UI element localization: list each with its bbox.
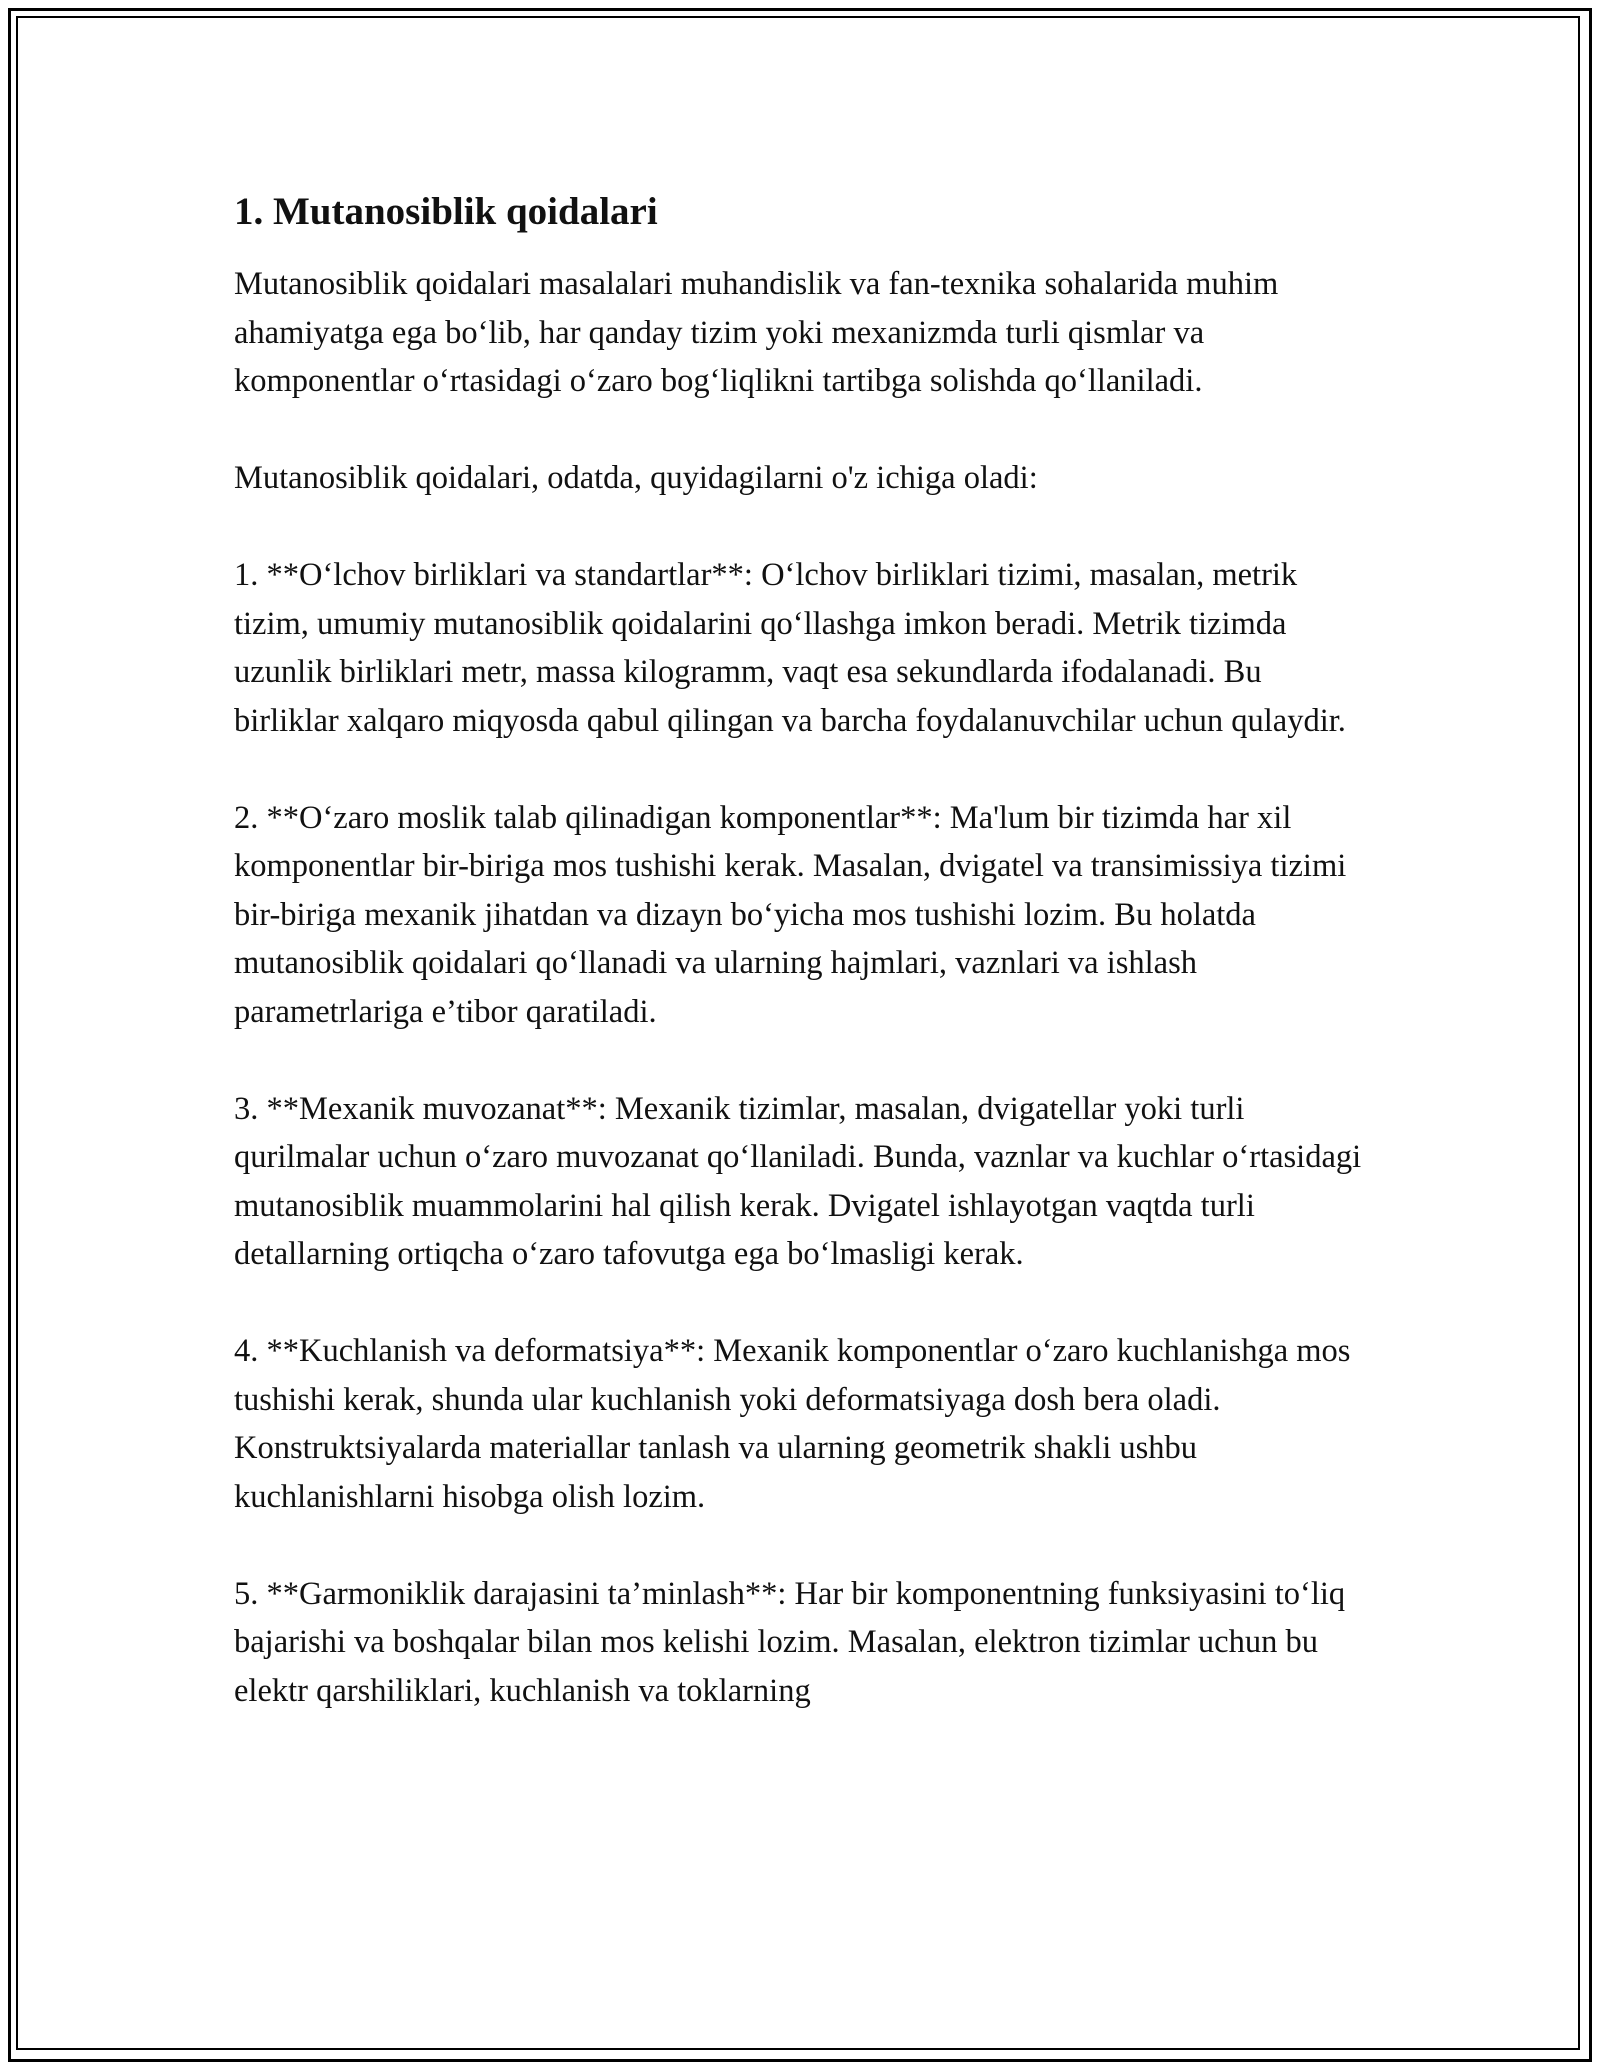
document-body: [234, 186, 1364, 1764]
section-heading: 1. Mutanosiblik qoidalari: [234, 190, 658, 233]
list-item-1: 1. **O‘lchov birliklari va standartlar**: O‘lchov birliklari tizimi, masalan, metrik tizim, umumiy mutanosiblik qoidalarini qo‘llashga imkon beradi. Metrik tizimda uzunlik birliklari metr, massa kilogramm, vaqt esa sekundlarda ifodalanadi. Bu birliklar xalqaro miqyosda qabul qilingan va barcha foydalanuvchilar uchun qulaydir.: [234, 557, 1346, 739]
list-intro-paragraph: Mutanosiblik qoidalari, odatda, quyidagilarni o'z ichiga oladi:: [234, 460, 1038, 496]
list-item-3: 3. **Mexanik muvozanat**: Mexanik tizimlar, masalan, dvigatellar yoki turli qurilmalar uchun o‘zaro muvozanat qo‘llaniladi. Bunda, vaznlar va kuchlar o‘rtasidagi mutanosiblik muammolarini hal qilish kerak. Dvigatel ishlayotgan vaqtda turli detallarning ortiqcha o‘zaro tafovutga ega bo‘lmasligi kerak.: [234, 1090, 1362, 1272]
list-item-2: 2. **O‘zaro moslik talab qilinadigan komponentlar**: Ma'lum bir tizimda har xil komponentlar bir-biriga mos tushishi kerak. Masalan, dvigatel va transimissiya tizimi bir-biriga mexanik jihatdan va dizayn bo‘yicha mos tushishi lozim. Bu holatda mutanosiblik qoidalari qo‘llanadi va ularning hajmlari, vaznlari va ishlash parametrlariga e’tibor qaratiladi.: [234, 799, 1347, 1030]
intro-paragraph: Mutanosiblik qoidalari masalalari muhandislik va fan-texnika sohalarida muhim ahamiyatga ega bo‘lib, har qanday tizim yoki mexanizmda turli qismlar va komponentlar o‘rtasidagi o‘zaro bog‘liqlikni tartibga solishda qo‘llaniladi.: [234, 266, 1279, 399]
list-item-4: 4. **Kuchlanish va deformatsiya**: Mexanik komponentlar o‘zaro kuchlanishga mos tushishi kerak, shunda ular kuchlanish yoki deformatsiyaga dosh bera oladi. Konstruktsiyalarda materiallar tanlash va ularning geometrik shakli ushbu kuchlanishlarni hisobga olish lozim.: [234, 1333, 1351, 1515]
list-item-5: 5. **Garmoniklik darajasini ta’minlash**: Har bir komponentning funksiyasini to‘liq bajarishi va boshqalar bilan mos kelishi lozim. Masalan, elektron tizimlar uchun bu elektr qarshiliklari, kuchlanish va toklarning: [234, 1575, 1346, 1709]
